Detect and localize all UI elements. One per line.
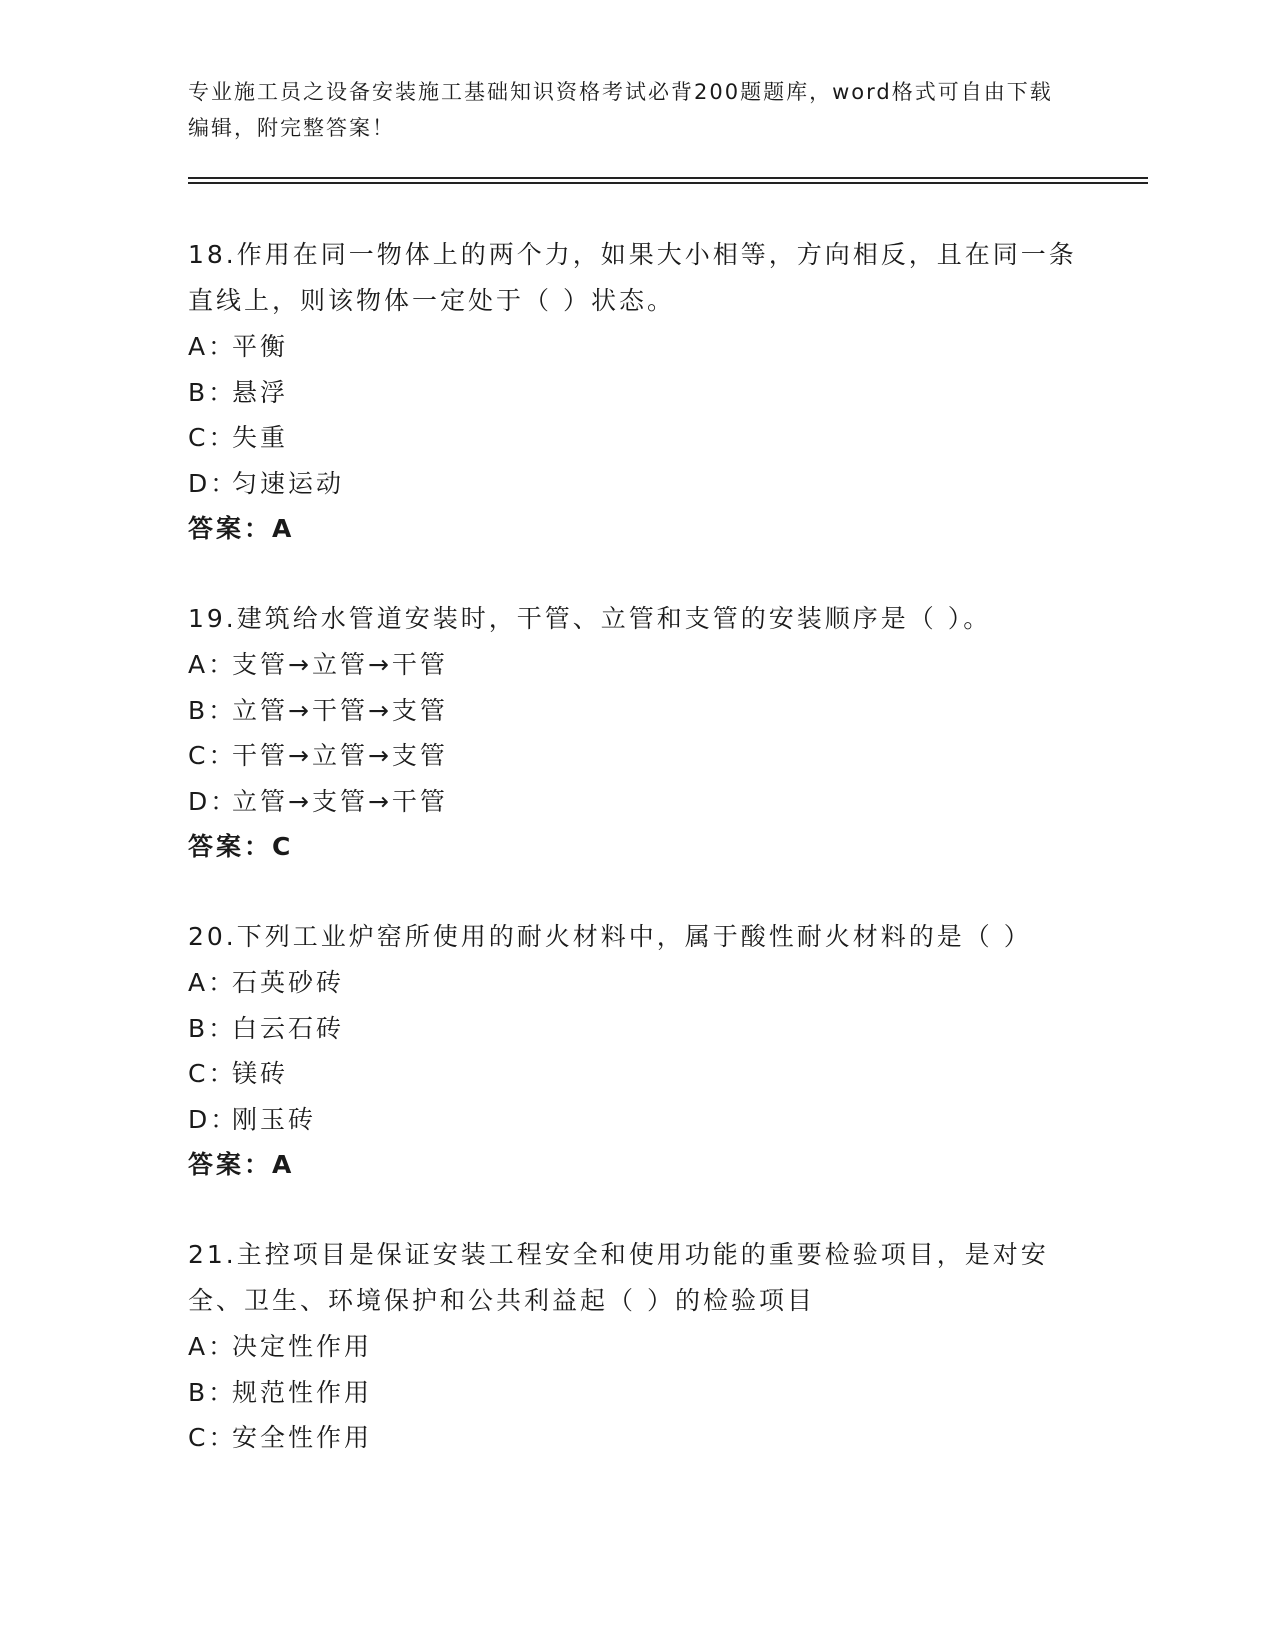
option-letter: B：: [188, 377, 237, 407]
option-b: [188, 1006, 1078, 1052]
option-c: [188, 415, 1078, 461]
question-stem: 19.建筑给水管道安装时，干管、立管和支管的安装顺序是（ ）。: [188, 604, 992, 633]
option-letter: C：: [188, 741, 237, 770]
answer-label: 答案：A: [188, 1150, 295, 1179]
option-c: [188, 733, 1078, 779]
option-letter: A：: [188, 968, 237, 997]
question-stem: 20.下列工业炉窑所使用的耐火材料中，属于酸性耐火材料的是（ ）: [188, 922, 1032, 951]
option-letter: D：: [188, 1104, 239, 1134]
option-b: [188, 1370, 1078, 1416]
question-18: [188, 232, 1078, 552]
option-letter: A：: [188, 332, 237, 361]
header-divider-bottom: [188, 182, 1148, 184]
option-text: 安全性作用: [232, 1423, 373, 1452]
option-text: 匀速运动: [232, 468, 345, 498]
question-21: [188, 1232, 1078, 1461]
option-letter: D：: [188, 468, 239, 498]
answer-label: 答案：C: [188, 832, 294, 861]
option-letter: B：: [188, 1013, 237, 1043]
option-d: [188, 1097, 1078, 1143]
option-text: 镁砖: [232, 1059, 289, 1088]
option-a: [188, 324, 1078, 370]
option-text: 白云石砖: [232, 1013, 345, 1043]
answer-label: 答案：A: [188, 514, 295, 543]
option-b: [188, 688, 1078, 734]
option-letter: C：: [188, 423, 237, 452]
option-d: [188, 461, 1078, 507]
option-text: 支管→立管→干管: [232, 650, 448, 679]
option-letter: B：: [188, 1377, 237, 1407]
question-stem: 21.主控项目是保证安装工程安全和使用功能的重要检验项目，是对安全、卫生、环境保护和公共利益起（ ）的检验项目: [188, 1240, 1049, 1315]
option-text: 立管→支管→干管: [232, 786, 448, 816]
header-divider-top: [188, 177, 1148, 179]
option-text: 干管→立管→支管: [232, 741, 448, 770]
option-a: [188, 960, 1078, 1006]
option-text: 悬浮: [232, 377, 289, 407]
option-letter: A：: [188, 1332, 237, 1361]
option-letter: C：: [188, 1423, 237, 1452]
option-text: 立管→干管→支管: [232, 695, 448, 725]
option-text: 失重: [232, 423, 289, 452]
option-letter: B：: [188, 695, 237, 725]
option-text: 石英砂砖: [232, 968, 345, 997]
option-c: [188, 1415, 1078, 1461]
option-letter: D：: [188, 786, 239, 816]
option-b: [188, 370, 1078, 416]
option-c: [188, 1051, 1078, 1097]
question-20: [188, 914, 1078, 1188]
question-19: [188, 596, 1078, 870]
option-a: [188, 1324, 1078, 1370]
option-text: 平衡: [232, 332, 289, 361]
option-text: 决定性作用: [232, 1332, 373, 1361]
option-text: 刚玉砖: [232, 1104, 317, 1134]
question-stem: 18.作用在同一物体上的两个力，如果大小相等，方向相反，且在同一条直线上，则该物体一定处于（ ）状态。: [188, 240, 1077, 315]
question-list: [188, 232, 1078, 1505]
option-letter: C：: [188, 1059, 237, 1088]
option-letter: A：: [188, 650, 237, 679]
option-a: [188, 642, 1078, 688]
document-header: 专业施工员之设备安装施工基础知识资格考试必背200题题库，word格式可自由下载编辑，附完整答案！: [188, 80, 1053, 140]
option-d: [188, 779, 1078, 825]
option-text: 规范性作用: [232, 1377, 373, 1407]
